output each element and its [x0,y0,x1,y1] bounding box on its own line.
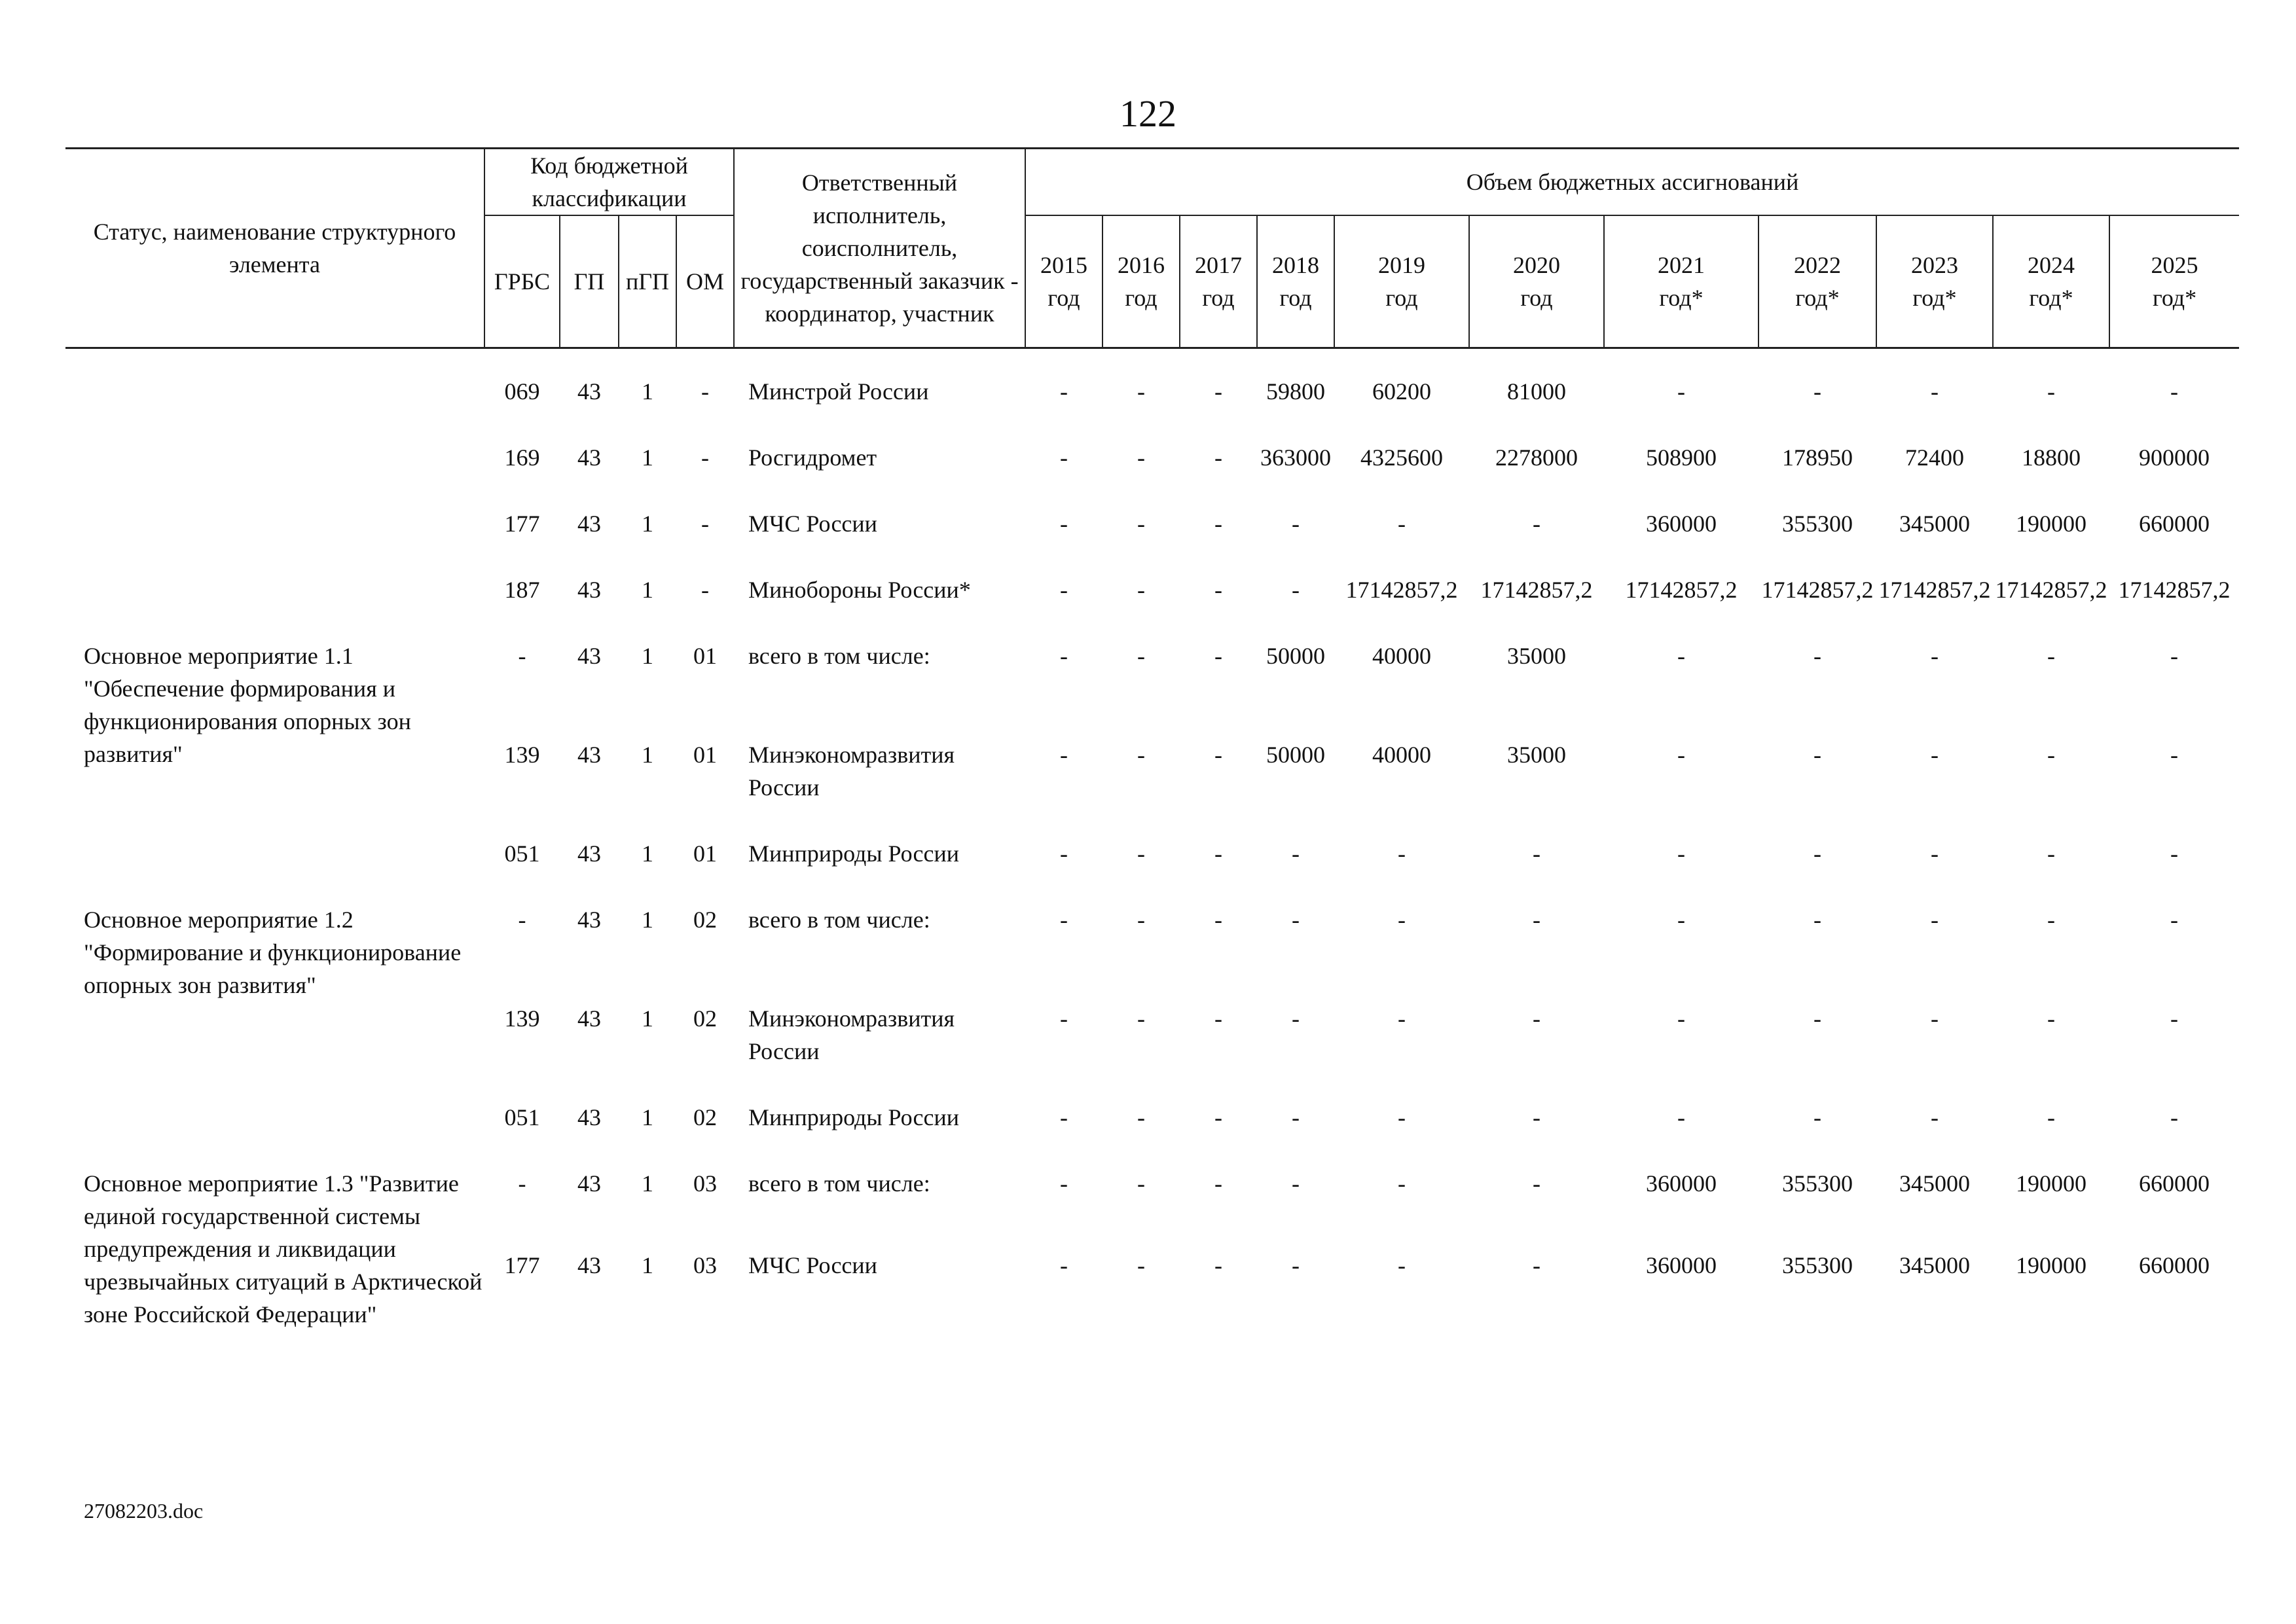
value-cell: - [1677,643,1685,669]
header-year [1257,215,1334,348]
value-cell: 345000 [1899,1170,1970,1197]
value-cell: - [1214,1252,1222,1278]
value-cell: - [1292,511,1300,537]
value-cell: - [2047,1104,2055,1130]
value-cell: 81000 [1507,378,1566,405]
value-cell: 18800 [2022,444,2081,471]
executor-cell: Минэкономразвития России [748,1005,955,1064]
executor-cell: Минэкономразвития России [748,742,955,801]
value-cell: 190000 [2016,1170,2086,1197]
header-status: Статус, наименование структурного элемента [65,149,484,348]
value-cell: - [2047,1005,2055,1032]
value-cell: - [1137,378,1145,405]
status-cell [65,837,484,903]
om-cell: - [701,444,709,471]
year-suffix: год* [1795,285,1840,311]
value-cell: - [1137,1104,1145,1130]
value-cell: - [1398,1104,1406,1130]
header-year [1758,215,1876,348]
om-cell: 02 [693,907,717,933]
value-cell: - [1931,643,1939,669]
om-cell: 02 [693,1104,717,1130]
status-cell [65,573,484,640]
value-cell: - [1677,840,1685,867]
gp-cell: 43 [577,907,601,933]
value-cell: 900000 [2139,444,2210,471]
om-cell: 02 [693,1005,717,1032]
value-cell: - [1137,1252,1145,1278]
year-number: 2016 [1118,252,1165,278]
gp-cell: 43 [577,1170,601,1197]
year-number: 2020 [1513,252,1560,278]
value-cell: 17142857,2 [1345,577,1458,603]
header-pgp: пГП [619,215,676,348]
value-cell: 59800 [1266,378,1325,405]
value-cell: 363000 [1260,444,1331,471]
executor-cell: всего в том числе: [748,643,930,669]
table-row [65,1101,2239,1167]
value-cell: - [1398,1252,1406,1278]
grbs-cell: 051 [504,1104,540,1130]
grbs-cell: - [518,1170,526,1197]
grbs-cell: 177 [504,511,540,537]
value-cell: - [1060,577,1068,603]
table-row [65,375,2239,441]
om-cell: - [701,577,709,603]
value-cell: 2278000 [1495,444,1578,471]
pgp-cell: 1 [642,1104,653,1130]
value-cell: - [1813,907,1821,933]
gp-cell: 43 [577,1104,601,1130]
year-suffix: год [1048,285,1080,311]
grbs-cell: 069 [504,378,540,405]
table-row [65,1167,2239,1249]
table-row [65,640,2239,738]
value-cell: - [2170,1005,2179,1032]
value-cell: 178950 [1782,444,1853,471]
value-cell: - [1533,511,1540,537]
value-cell: 40000 [1372,742,1431,768]
value-cell: 35000 [1507,643,1566,669]
value-cell: - [1137,1170,1145,1197]
value-cell: - [1214,1104,1222,1130]
header-executor: Ответственный исполнитель, соисполнитель, государственный заказчик - координатор, участник [734,149,1025,348]
pgp-cell: 1 [642,840,653,867]
pgp-cell: 1 [642,1252,653,1278]
pgp-cell: 1 [642,444,653,471]
value-cell: 17142857,2 [1761,577,1874,603]
value-cell: - [1533,1005,1540,1032]
value-cell: 190000 [2016,511,2086,537]
pgp-cell: 1 [642,378,653,405]
value-cell: - [1214,378,1222,405]
value-cell: - [2047,643,2055,669]
value-cell: - [1214,444,1222,471]
value-cell: - [1292,907,1300,933]
value-cell: 50000 [1266,742,1325,768]
value-cell: - [1137,511,1145,537]
value-cell: - [1060,907,1068,933]
value-cell: - [1813,643,1821,669]
value-cell: - [1931,1104,1939,1130]
gp-cell: 43 [577,840,601,867]
status-cell [65,507,484,573]
value-cell: - [1931,1005,1939,1032]
value-cell: - [1813,742,1821,768]
value-cell: - [1060,1005,1068,1032]
status-cell: Основное мероприятие 1.2 "Формирование и функционирование опорных зон развития" [84,907,462,998]
value-cell: - [1931,907,1939,933]
value-cell: 72400 [1905,444,1964,471]
value-cell: - [1533,1252,1540,1278]
value-cell: - [1060,444,1068,471]
value-cell: 360000 [1646,1252,1717,1278]
gp-cell: 43 [577,577,601,603]
header-grbs: ГРБС [484,215,560,348]
gp-cell: 43 [577,511,601,537]
value-cell: - [1137,907,1145,933]
value-cell: - [1398,511,1406,537]
value-cell: - [1060,1170,1068,1197]
header-year [1469,215,1604,348]
header-om: ОМ [676,215,734,348]
year-suffix: год [1385,285,1418,311]
om-cell: 03 [693,1252,717,1278]
pgp-cell: 1 [642,511,653,537]
pgp-cell: 1 [642,742,653,768]
executor-cell: МЧС России [748,1252,877,1278]
header-year [1876,215,1993,348]
value-cell: - [1214,577,1222,603]
value-cell: - [1398,907,1406,933]
status-cell [65,375,484,441]
value-cell: - [1931,378,1939,405]
year-number: 2021 [1658,252,1705,278]
value-cell: - [2170,643,2179,669]
gp-cell: 43 [577,1252,601,1278]
value-cell: - [1060,1252,1068,1278]
value-cell: - [1813,840,1821,867]
header-year [1180,215,1257,348]
value-cell: 17142857,2 [1480,577,1593,603]
header-gp: ГП [560,215,619,348]
value-cell: - [1677,742,1685,768]
value-cell: - [2170,378,2179,405]
gp-cell: 43 [577,643,601,669]
pgp-cell: 1 [642,907,653,933]
value-cell: 508900 [1646,444,1717,471]
value-cell: 190000 [2016,1252,2086,1278]
value-cell: - [1398,1170,1406,1197]
value-cell: 355300 [1782,1252,1853,1278]
value-cell: - [2170,1104,2179,1130]
value-cell: - [1214,907,1222,933]
value-cell: - [1813,1104,1821,1130]
value-cell: - [1533,840,1540,867]
status-cell [65,441,484,507]
value-cell: - [1137,1005,1145,1032]
header-budget-code: Код бюджетной классификации [484,149,734,216]
value-cell: 360000 [1646,511,1717,537]
value-cell: - [1214,1170,1222,1197]
executor-cell: Минстрой России [748,378,929,405]
value-cell: - [1677,907,1685,933]
status-cell: Основное мероприятие 1.3 "Развитие единой государственной системы предупреждения и ликвидации чрезвычайных ситуаций в Арктической зоне Российской Федерации" [84,1170,483,1327]
value-cell: 355300 [1782,511,1853,537]
value-cell: - [1533,907,1540,933]
value-cell: 4325600 [1360,444,1443,471]
value-cell: - [1533,1104,1540,1130]
value-cell: - [1214,840,1222,867]
om-cell: - [701,378,709,405]
value-cell: - [1137,840,1145,867]
om-cell: 01 [693,742,717,768]
table-row [65,837,2239,903]
gp-cell: 43 [577,444,601,471]
year-number: 2023 [1911,252,1958,278]
year-number: 2018 [1272,252,1319,278]
year-suffix: год* [1659,285,1704,311]
year-suffix: год* [2029,285,2073,311]
table-row [65,903,2239,1002]
grbs-cell: - [518,643,526,669]
value-cell: - [1060,378,1068,405]
grbs-cell: 187 [504,577,540,603]
value-cell: - [1931,742,1939,768]
value-cell: - [1060,840,1068,867]
gp-cell: 43 [577,378,601,405]
value-cell: - [1292,1005,1300,1032]
footer-file-name: 27082203.doc [84,1499,204,1523]
value-cell: 660000 [2139,1252,2210,1278]
value-cell: - [1292,840,1300,867]
value-cell: - [1813,378,1821,405]
value-cell: - [1214,1005,1222,1032]
value-cell: - [1398,1005,1406,1032]
value-cell: - [1214,643,1222,669]
grbs-cell: 177 [504,1252,540,1278]
value-cell: - [1292,1252,1300,1278]
value-cell: 660000 [2139,511,2210,537]
grbs-cell: 051 [504,840,540,867]
value-cell: 660000 [2139,1170,2210,1197]
om-cell: 01 [693,643,717,669]
year-suffix: год* [1912,285,1957,311]
pgp-cell: 1 [642,1170,653,1197]
executor-cell: Минприроды России [748,840,960,867]
executor-cell: всего в том числе: [748,907,930,933]
year-number: 2025 [2151,252,2198,278]
year-suffix: год [1520,285,1553,311]
value-cell: - [2047,378,2055,405]
header-year [1025,215,1102,348]
year-suffix: год [1279,285,1312,311]
value-cell: - [1060,643,1068,669]
value-cell: - [2170,840,2179,867]
value-cell: - [2170,907,2179,933]
year-number: 2019 [1378,252,1425,278]
executor-cell: Росгидромет [748,444,877,471]
value-cell: 355300 [1782,1170,1853,1197]
budget-allocation-table [65,147,2239,1331]
value-cell: - [1137,742,1145,768]
header-year [2109,215,2239,348]
executor-cell: Минобороны России* [748,577,971,603]
page-number: 122 [1120,92,1176,135]
value-cell: - [2170,742,2179,768]
value-cell: - [1137,444,1145,471]
pgp-cell: 1 [642,577,653,603]
value-cell: 17142857,2 [1995,577,2107,603]
value-cell: - [1214,511,1222,537]
value-cell: 17142857,2 [2118,577,2231,603]
value-cell: 345000 [1899,511,1970,537]
om-cell: 03 [693,1170,717,1197]
value-cell: 360000 [1646,1170,1717,1197]
executor-cell: МЧС России [748,511,877,537]
value-cell: - [2047,742,2055,768]
executor-cell: всего в том числе: [748,1170,930,1197]
value-cell: 345000 [1899,1252,1970,1278]
value-cell: - [1677,1005,1685,1032]
pgp-cell: 1 [642,643,653,669]
value-cell: 50000 [1266,643,1325,669]
pgp-cell: 1 [642,1005,653,1032]
year-number: 2015 [1040,252,1087,278]
header-volume: Объем бюджетных ассигнований [1025,149,2239,216]
value-cell: - [1060,1104,1068,1130]
value-cell: - [1677,1104,1685,1130]
value-cell: 60200 [1372,378,1431,405]
table-row [65,573,2239,640]
value-cell: - [1398,840,1406,867]
gp-cell: 43 [577,1005,601,1032]
om-cell: 01 [693,840,717,867]
value-cell: - [1292,577,1300,603]
value-cell: 35000 [1507,742,1566,768]
header-year [1102,215,1180,348]
value-cell: - [1292,1104,1300,1130]
year-number: 2024 [2028,252,2075,278]
value-cell: 17142857,2 [1625,577,1738,603]
value-cell: 17142857,2 [1878,577,1991,603]
value-cell: - [1137,577,1145,603]
value-cell: - [1813,1005,1821,1032]
table-row [65,441,2239,507]
year-number: 2017 [1195,252,1242,278]
value-cell: - [1137,643,1145,669]
year-number: 2022 [1794,252,1841,278]
value-cell: 40000 [1372,643,1431,669]
grbs-cell: - [518,907,526,933]
value-cell: - [1292,1170,1300,1197]
grbs-cell: 139 [504,742,540,768]
year-suffix: год* [2152,285,2197,311]
year-suffix: год [1202,285,1235,311]
value-cell: - [1060,511,1068,537]
executor-cell: Минприроды России [748,1104,960,1130]
status-cell: Основное мероприятие 1.1 "Обеспечение формирования и функционирования опорных зон развития" [84,643,411,767]
value-cell: - [1533,1170,1540,1197]
value-cell: - [1214,742,1222,768]
om-cell: - [701,511,709,537]
value-cell: - [2047,907,2055,933]
value-cell: - [1931,840,1939,867]
table-body [65,348,2239,1331]
header-year [1993,215,2109,348]
year-suffix: год [1125,285,1157,311]
grbs-cell: 139 [504,1005,540,1032]
value-cell: - [1060,742,1068,768]
status-cell [65,1101,484,1167]
header-year [1334,215,1469,348]
table-row [65,507,2239,573]
gp-cell: 43 [577,742,601,768]
value-cell: - [2047,840,2055,867]
value-cell: - [1677,378,1685,405]
header-year [1604,215,1758,348]
grbs-cell: 169 [504,444,540,471]
